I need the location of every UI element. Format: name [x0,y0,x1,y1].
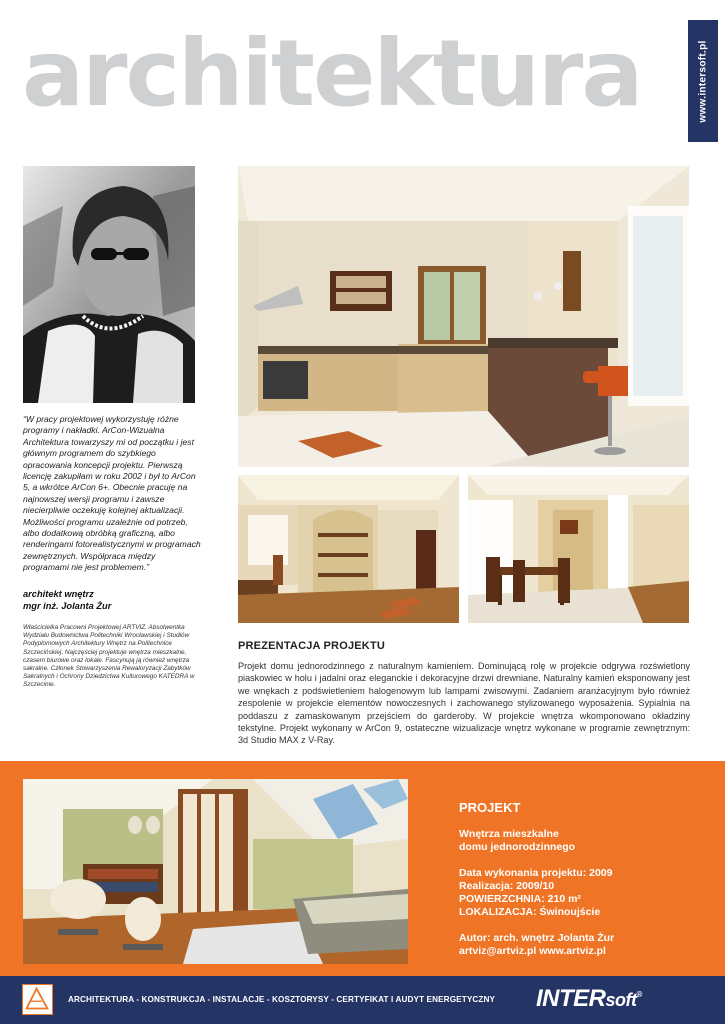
project-title: PROJEKT [459,800,521,815]
page-headline: architektura [22,20,642,127]
architect-quote: “W pracy projektowej wykorzystuję różne programy i nakładki. ArCon-Wizualna Architektura towarzyszy mi od początku i jest głównym programem do szybkiego opracowania koncepcji projektu. Pierwszą licencję zakupiłam w roku 2002 i był to ArCon 5, a wkrótce ArCon 6+. Obecnie pracuję na najnowszej wersji programu i zawsze niecierpliwie oczekuję kolejnej aktualizacji. Możliwości programu uzależnie od potrzeb, albo dodatkową obróbką graficzną, albo renderingami fotorealistycznymi w programach zewnętrznych. Współpraca między programami nie jest problemem.” [23,414,201,573]
project-realization: Realizacja: 2009/10 [459,880,555,892]
project-contact[interactable]: artviz@artviz.pl www.artviz.pl [459,945,606,957]
brand-main: INTER [536,985,606,1012]
project-location: LOKALIZACJA: Świnoujście [459,906,601,918]
project-date: Data wykonania projektu: 2009 [459,867,613,879]
intersoft-brand-logo[interactable] [536,985,642,1013]
hall-render-photo [238,475,459,623]
presentation-title: PREZENTACJA PROJEKTU [238,640,386,652]
attic-bedroom-render-photo [23,779,408,964]
architect-portrait-photo [23,166,195,403]
services-tagline: ARCHITEKTURA - KONSTRUKCJA - INSTALACJE - KOSZTORYSY - CERTYFIKAT I AUDYT ENERGETYCZNY [68,995,496,1004]
project-name-line2: domu jednorodzinnego [459,841,576,853]
project-author: Autor: arch. wnętrz Jolanta Żur [459,932,615,944]
url-tab[interactable] [688,20,718,142]
project-name-line1: Wnętrza mieszkalne [459,828,559,840]
project-info [459,800,709,958]
kitchen-render-photo [238,166,689,467]
author-bio: Właścicielka Pracowni Projektowej ARTVIZ. Absolwentka Wydziału Budownictwa Politechniki Wrocławskiej i Studiów Podyplomowych Architektury Wnętrz na Politechnice Szczecińskiej. Najczęściej projektuje wnętrza mieszkalne, czasem biurowe oraz lokale. Fascynują ją również wnętrza sakralne. Członek Stowarzyszenia Rewaloryzacji Zabytków Sakralnych i Ochrony Dziedzictwa Kulturowego KATEDRA w Szczecinie. [23,624,195,689]
company-logo-icon[interactable] [22,984,53,1015]
brand-small: soft [605,990,637,1010]
author-role: architekt wnętrz [23,589,94,599]
url-text: www.intersoft.pl [697,39,709,123]
presentation-text: Projekt domu jednorodzinnego z naturalnym kamieniem. Dominującą rolę w projekcie odgrywa rozświetlony piaskowiec w holu i jadalni oraz eleganckie i dekoracyjne drzwi drewniane. Naturalny kamień eksponowany jest we wnękach z podświetleniem halogenowym lub lampami zwisowymi. Zadaniem aranżacyjnym było również zespolenie w projekcie elementów nowoczesnych i zachowanego stylizowanego wyposażenia. Sypialnia na poddaszu z zamaskowanym przejściem do garderoby. W projekcie wnętrza wkomponowano okładziny tekstylne. Projekt wykonany w ArCon 9, ostateczne wizualizacje wnętrz wykonane w programie zewnętrznym: 3d Studio MAX z V-Ray. [238,661,690,746]
author-signature [23,588,111,612]
author-name: mgr inż. Jolanta Żur [23,601,112,611]
project-area: POWIERZCHNIA: 210 m² [459,893,581,905]
dining-render-photo [468,475,689,623]
brand-registered-mark: ® [636,990,642,999]
